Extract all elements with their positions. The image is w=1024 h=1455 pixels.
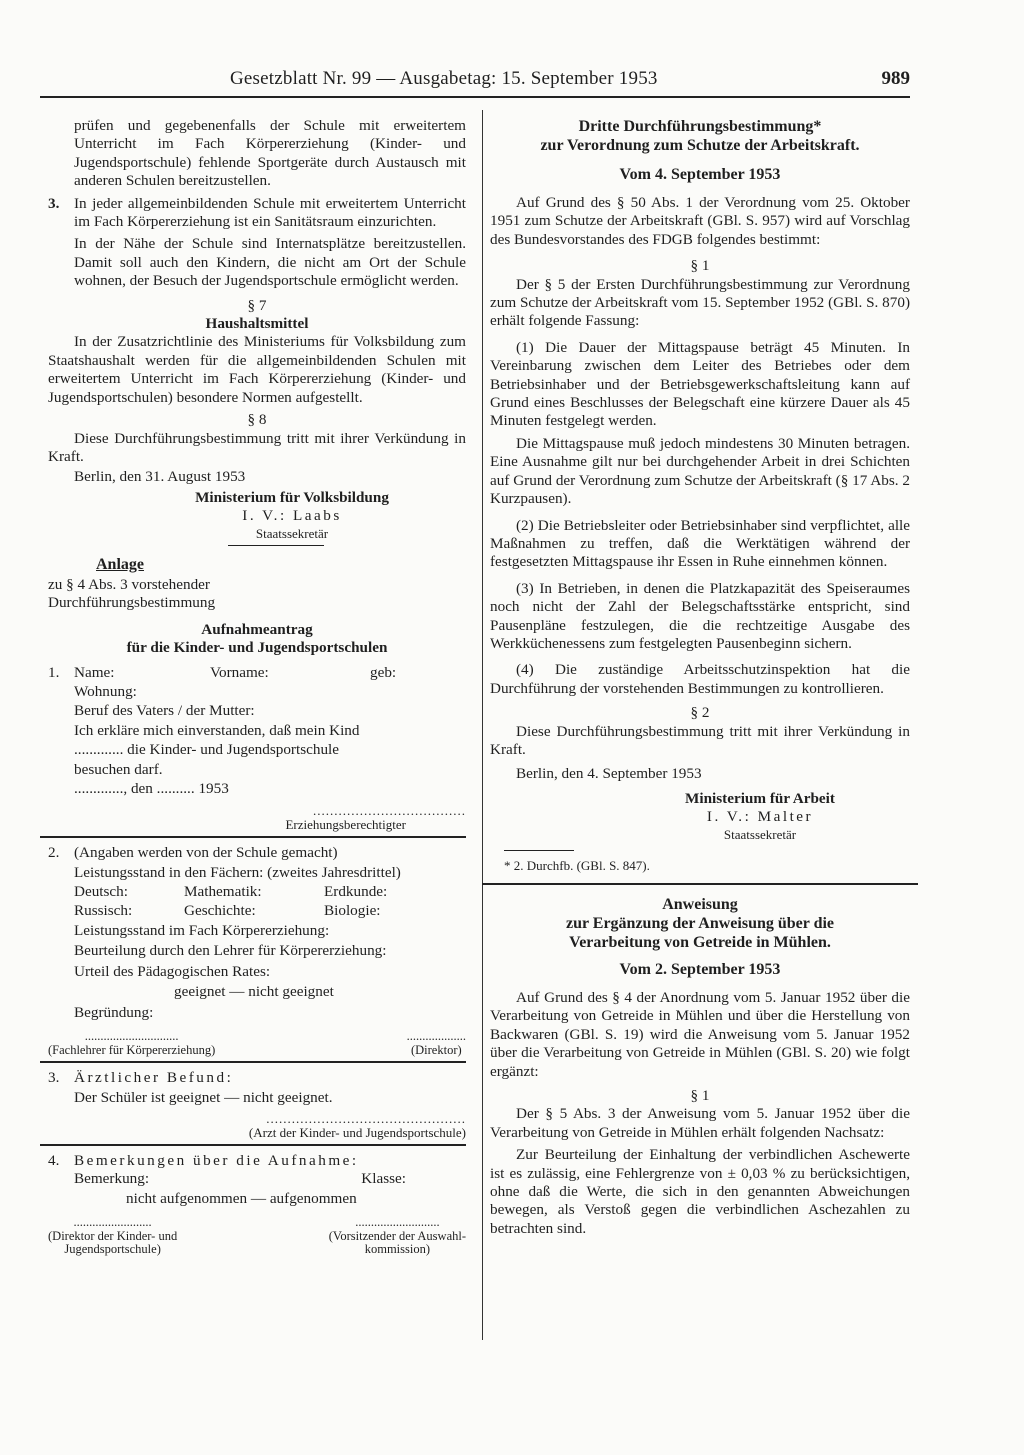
form-section-3 [48, 1069, 466, 1140]
form-field-label: Name: [74, 663, 115, 681]
annex-reference: Durchführungsbestimmung [48, 594, 216, 612]
signature-label: (Vorsitzender der Auswahl- [328, 1228, 466, 1243]
form-choice: geeignet — nicht geeignet [174, 983, 334, 1001]
gazette-title: Gesetzblatt Nr. 99 — Ausgabetag: 15. September 1953 [230, 68, 658, 89]
paragraph: prüfen und gegebenenfalls der Schule mit erweitertem Unterricht im Fach Körpererziehung (Kinder- und Jugendsportschule) fehlende Sportgeräte durch Austausch mit anderen Schulen bereitzustellen. [74, 117, 466, 190]
form-heading: Bemerkungen über die Aufnahme: [74, 1151, 359, 1169]
subject-label: Russisch: [74, 901, 133, 919]
section-number: § 1 [690, 1087, 710, 1105]
signer: I. V.: Malter [706, 808, 814, 826]
form-divider [40, 836, 466, 838]
signature-rule [228, 545, 324, 546]
form-field-label: Vorname: [210, 663, 269, 681]
paragraph: (3) In Betrieben, in denen die Platzkapazität des Speiseraumes noch nicht der Zahl der Belegschaftsstärke entspricht, sind Pausenpläne festzulegen, die die rechtzeitige Ausgabe des Werkküchenessens zum festgelegten Pausenbeginn sichern. [490, 579, 910, 652]
form-choice: nicht aufgenommen — aufgenommen [126, 1189, 357, 1207]
signature-pair [48, 1216, 466, 1257]
column-divider [482, 110, 483, 1340]
right-column [490, 117, 910, 1242]
ministry-name: Ministerium für Volksbildung [195, 488, 389, 506]
item-number: 3. [48, 194, 60, 212]
paragraph: Auf Grund des § 50 Abs. 1 der Verordnung vom 25. Oktober 1951 zum Schutze der Arbeitskraft (GBl. S. 957) wird auf Vorschlag des Bundesvorstandes des FDGB folgendes bestimmt: [490, 194, 910, 248]
subject-label: Mathematik: [184, 883, 262, 901]
signature-field [48, 804, 466, 832]
form-field-label: Urteil des Pädagogischen Rates: [74, 962, 271, 980]
paragraph: Auf Grund des § 4 der Anordnung vom 5. Januar 1952 über die Verarbeitung von Getreide in Mühlen und über die Herstellung von Backwaren (GBl. S. 19) wird die Anweisung vom 5. Januar 1952 über die Verarbeitung von Getreide in Mühlen (GBl. S. 20) wie folgt ergänzt: [490, 989, 910, 1080]
form-text: ............. die Kinder- und Jugendsportschule [74, 741, 340, 759]
form-text: Ich erkläre mich einverstanden, daß mein Kind [74, 721, 360, 739]
form-text: besuchen darf. [74, 760, 163, 778]
form-subtitle: für die Kinder- und Jugendsportschulen [126, 639, 388, 657]
signature-dots: ................... [406, 1029, 466, 1044]
section-number: § 7 [247, 296, 267, 314]
item-number: 2. [48, 844, 60, 862]
section-number: § 1 [690, 257, 710, 275]
subject-label: Geschichte: [184, 901, 256, 919]
item-text: In jeder allgemeinbildenden Schule mit erweitertem Unterricht im Fach Körpererziehung ist ein Sanitätsraum einzurichten. [74, 194, 466, 231]
form-text: Der Schüler ist geeignet — nicht geeignet. [74, 1089, 333, 1107]
paragraph: In der Zusatzrichtlinie des Ministeriums für Volksbildung zum Staatshaushalt werden für die allgemeinbildenden Schulen mit erweitertem Unterricht im Fach Körpererziehung (Kinder- und Jugendsportschulen) besondere Normen aufgestellt. [48, 333, 466, 406]
paragraph: Der § 5 Abs. 3 der Anweisung vom 5. Januar 1952 über die Verarbeitung von Getreide in Mühlen erhält folgenden Nachsatz: [490, 1105, 910, 1141]
paragraph: (1) Die Dauer der Mittagspause beträgt 45 Minuten. In Vereinbarung zwischen dem Leiter des Betriebes oder dem Betriebsinhaber und der Betriebsgewerkschaftsleitung kann auf Grund eines Beschlusses der Belegschaft eine kürzere Dauer als 45 Minuten festgelegt werden. [490, 338, 910, 430]
document-title: Anweisung [662, 896, 738, 913]
footnote: * 2. Durchfb. (GBl. S. 847). [504, 857, 650, 873]
form-divider [40, 1144, 466, 1146]
form-field-label: Wohnung: [74, 682, 137, 700]
form-section-2 [48, 844, 466, 1057]
signature-dots: ............................................... [266, 1110, 466, 1126]
signature-pair [48, 1030, 466, 1057]
form-field-label: Beruf des Vaters / der Mutter: [74, 702, 255, 720]
signature-label: (Direktor der Kinder- und [48, 1228, 178, 1243]
left-column [48, 117, 466, 1257]
signature-label: Jugendsportschule) [64, 1242, 161, 1257]
page-number: 989 [881, 68, 910, 89]
form-field-label: Begründung: [74, 1003, 154, 1021]
item-number: 3. [48, 1069, 60, 1087]
form-divider [40, 1061, 466, 1063]
paragraph: Der § 5 der Ersten Durchführungsbestimmung zur Verordnung zum Schutze der Arbeitskraft vom 15. September 1952 (GBl. S. 870) erhält folgende Fassung: [490, 275, 910, 330]
form-field-label: Klasse: [361, 1170, 406, 1188]
signature-field [407, 1030, 466, 1057]
signature-date: Berlin, den 31. August 1953 [74, 468, 246, 486]
section-number: § 8 [247, 411, 267, 429]
paragraph: Diese Durchführungsbestimmung tritt mit ihrer Verkündung in Kraft. [490, 722, 910, 758]
signature-dots: ......................... [73, 1215, 152, 1230]
ministry-name: Ministerium für Arbeit [685, 789, 835, 807]
form-field-label: geb: [370, 663, 397, 681]
signature-dots: .................................... [313, 803, 466, 819]
signature-dots: ........................... [355, 1215, 440, 1230]
signature-label: (Direktor) [410, 1042, 462, 1057]
form-field-label: Bemerkung: [74, 1170, 150, 1188]
document-date: Vom 2. September 1953 [619, 961, 781, 978]
document-title: Dritte Durchführungsbestimmung* [578, 118, 822, 135]
paragraph: (4) Die zuständige Arbeitsschutzinspektion hat die Durchführung der vorstehenden Bestimmungen zu kontrollieren. [490, 661, 910, 697]
signature-field [48, 1216, 177, 1257]
page-header [40, 70, 910, 98]
subject-label: Deutsch: [74, 883, 128, 901]
paragraph: In der Nähe der Schule sind Internatsplätze bereitzustellen. Damit soll auch den Kindern, die nicht am Ort der Schule wohnen, der Besuch der Jugendsportschule ermöglicht werden. [74, 235, 466, 290]
paragraph: Diese Durchführungsbestimmung tritt mit ihrer Verkündung in Kraft. [48, 429, 466, 465]
form-date-line: ............., den .......... 1953 [74, 780, 229, 797]
numbered-item [48, 195, 466, 232]
annex-label: Anlage [96, 555, 144, 573]
paragraph: (2) Die Betriebsleiter oder Betriebsinhaber sind verpflichtet, alle Maßnahmen zu treffen, daß die Werktätigen während der festgesetzten Mittagspause ihr Essen in Ruhe einnehmen können. [490, 516, 910, 571]
signer-title: Staatssekretär [255, 525, 329, 541]
signature-field [48, 1112, 466, 1140]
section-number: § 2 [690, 704, 710, 722]
paragraph: Die Mittagspause muß jedoch mindestens 30 Minuten betragen. Eine Ausnahme gilt nur bei durchgehender Arbeit in drei Schichten auf Grund der Verordnung zum Schutze der Arbeitskraft (§ 17 Abs. 2 Kurzpausen). [490, 434, 910, 508]
subject-label: Erdkunde: [324, 883, 388, 901]
signature-label: (Arzt der Kinder- und Jugendsportschule) [248, 1124, 466, 1140]
form-section-1 [48, 664, 466, 833]
signature-label: (Fachlehrer für Körpererziehung) [48, 1042, 216, 1057]
signature-label: kommission) [364, 1242, 431, 1257]
subject-grid [48, 883, 466, 920]
subject-label: Biologie: [324, 901, 381, 919]
annex-reference: zu § 4 Abs. 3 vorstehender [48, 575, 210, 593]
signature-field [48, 1030, 215, 1057]
section-divider [482, 883, 918, 885]
section-title: Haushaltsmittel [205, 315, 309, 333]
form-title: Aufnahmeantrag [201, 620, 313, 638]
signature-label: Erziehungsberechtigter [285, 817, 406, 833]
signer: I. V.: Laabs [242, 507, 342, 525]
item-number: 4. [48, 1151, 60, 1169]
paragraph: Zur Beurteilung der Einhaltung der verbindlichen Aschewerte ist es zulässig, eine Fehlergrenze von ± 0,03 % zu berücksichtigen, ohne daß die Werte, die sich in den genannten Abweichungen bewegen, als Verstoß gegen die verbindlichen Aschezahlen zu betrachten sind. [490, 1146, 910, 1237]
form-section-4 [48, 1152, 466, 1257]
form-text: Leistungsstand in den Fächern: (zweites Jahresdrittel) [74, 863, 401, 881]
document-title: zur Verordnung zum Schutze der Arbeitskraft. [540, 137, 860, 154]
document-title: Verarbeitung von Getreide in Mühlen. [569, 934, 831, 951]
signature-field [329, 1216, 466, 1257]
annex-heading [96, 556, 466, 574]
signer-title: Staatssekretär [723, 826, 797, 842]
form-field-label: Beurteilung durch den Lehrer für Körpererziehung: [74, 942, 387, 960]
footnote-rule [504, 850, 574, 851]
document-title: zur Ergänzung der Anweisung über die [565, 915, 835, 932]
form-field-label: Leistungsstand im Fach Körpererziehung: [74, 922, 330, 940]
item-number: 1. [48, 663, 60, 681]
form-heading: (Angaben werden von der Schule gemacht) [74, 844, 338, 862]
signature-date: Berlin, den 4. September 1953 [516, 765, 702, 783]
form-heading: Ärztlicher Befund: [74, 1069, 234, 1087]
document-date: Vom 4. September 1953 [619, 166, 781, 183]
signature-dots: .............................. [84, 1029, 179, 1044]
